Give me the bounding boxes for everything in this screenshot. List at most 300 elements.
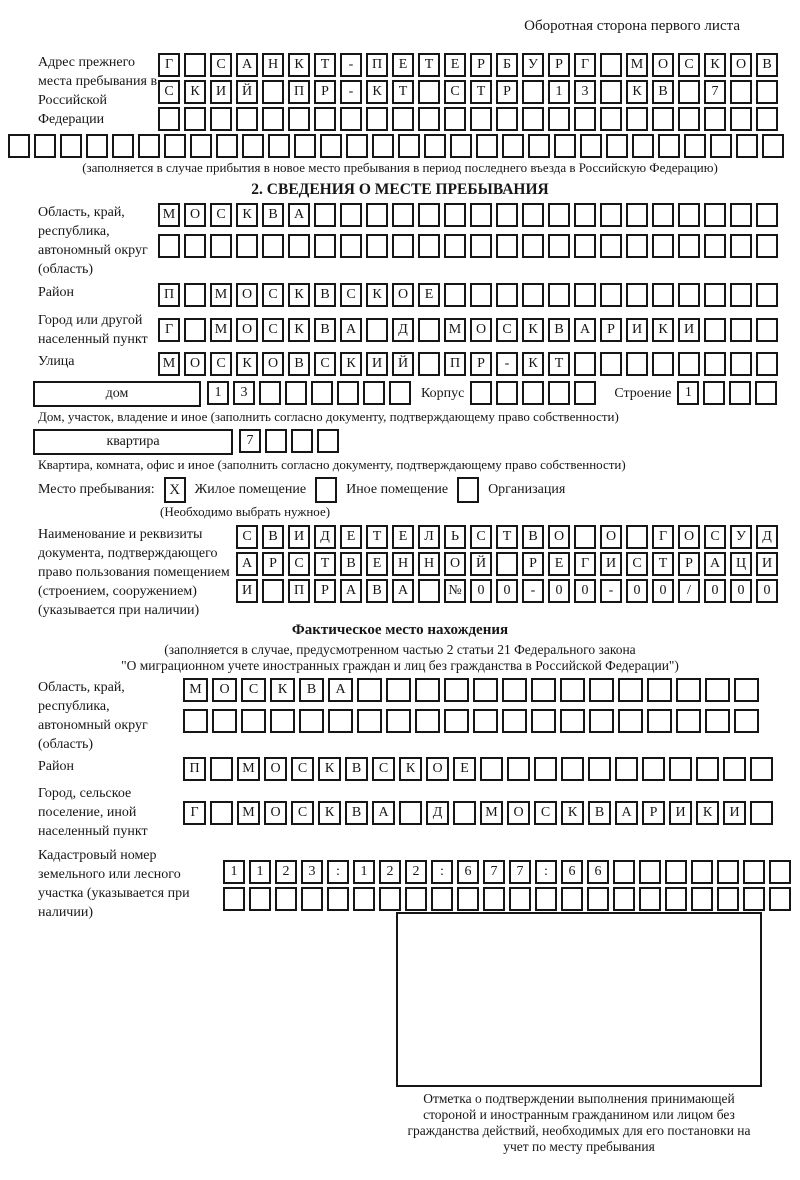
char-box[interactable] — [288, 234, 310, 258]
char-box[interactable]: Н — [418, 552, 440, 576]
char-box[interactable]: 7 — [509, 860, 531, 884]
char-box[interactable]: : — [327, 860, 349, 884]
char-box[interactable] — [534, 757, 557, 781]
char-box[interactable] — [678, 203, 700, 227]
char-box[interactable] — [210, 107, 232, 131]
char-box[interactable]: 0 — [548, 579, 570, 603]
char-box[interactable] — [632, 134, 654, 158]
char-box[interactable] — [730, 318, 752, 342]
char-box[interactable]: М — [237, 801, 260, 825]
char-box[interactable]: Б — [496, 53, 518, 77]
char-box[interactable] — [470, 107, 492, 131]
char-box[interactable]: - — [522, 579, 544, 603]
char-box[interactable]: К — [626, 80, 648, 104]
char-box[interactable]: В — [340, 552, 362, 576]
char-box[interactable] — [268, 134, 290, 158]
char-box[interactable] — [730, 203, 752, 227]
char-box[interactable]: С — [496, 318, 518, 342]
char-box[interactable] — [626, 525, 648, 549]
char-box[interactable]: Д — [426, 801, 449, 825]
char-box[interactable]: К — [270, 678, 295, 702]
char-box[interactable] — [665, 887, 687, 911]
char-box[interactable] — [340, 203, 362, 227]
char-box[interactable] — [626, 283, 648, 307]
char-box[interactable]: О — [548, 525, 570, 549]
char-box[interactable] — [696, 757, 719, 781]
char-box[interactable]: Р — [262, 552, 284, 576]
char-box[interactable]: - — [496, 352, 518, 376]
char-box[interactable] — [444, 678, 469, 702]
char-box[interactable] — [710, 134, 732, 158]
char-box[interactable]: Т — [314, 53, 336, 77]
char-box[interactable]: 0 — [704, 579, 726, 603]
char-box[interactable]: 7 — [483, 860, 505, 884]
char-box[interactable] — [678, 107, 700, 131]
char-box[interactable] — [642, 757, 665, 781]
char-box[interactable]: В — [522, 525, 544, 549]
checkbox-inoe[interactable] — [315, 477, 337, 503]
char-box[interactable] — [223, 887, 245, 911]
char-box[interactable]: А — [340, 579, 362, 603]
char-box[interactable] — [450, 134, 472, 158]
char-box[interactable] — [705, 678, 730, 702]
char-box[interactable]: И — [626, 318, 648, 342]
char-box[interactable]: У — [522, 53, 544, 77]
char-box[interactable]: М — [183, 678, 208, 702]
char-box[interactable]: 1 — [677, 381, 699, 405]
char-box[interactable]: 2 — [405, 860, 427, 884]
char-box[interactable] — [353, 887, 375, 911]
char-box[interactable] — [528, 134, 550, 158]
char-box[interactable]: П — [288, 80, 310, 104]
char-box[interactable]: Г — [574, 552, 596, 576]
char-box[interactable]: А — [392, 579, 414, 603]
char-box[interactable] — [548, 283, 570, 307]
char-box[interactable] — [398, 134, 420, 158]
char-box[interactable] — [366, 318, 388, 342]
char-box[interactable] — [729, 381, 751, 405]
char-box[interactable] — [618, 678, 643, 702]
char-box[interactable]: И — [210, 80, 232, 104]
char-box[interactable]: С — [262, 283, 284, 307]
char-box[interactable] — [676, 709, 701, 733]
char-box[interactable]: С — [291, 757, 314, 781]
char-box[interactable] — [328, 709, 353, 733]
char-box[interactable]: / — [678, 579, 700, 603]
char-box[interactable]: 0 — [574, 579, 596, 603]
char-box[interactable] — [444, 234, 466, 258]
char-box[interactable] — [86, 134, 108, 158]
char-box[interactable]: 0 — [470, 579, 492, 603]
char-box[interactable] — [418, 352, 440, 376]
char-box[interactable] — [703, 381, 725, 405]
char-box[interactable] — [756, 203, 778, 227]
char-box[interactable]: А — [288, 203, 310, 227]
char-box[interactable] — [626, 352, 648, 376]
char-box[interactable] — [756, 234, 778, 258]
char-box[interactable]: С — [534, 801, 557, 825]
char-box[interactable] — [734, 678, 759, 702]
char-box[interactable]: Т — [392, 80, 414, 104]
char-box[interactable] — [357, 709, 382, 733]
char-box[interactable]: С — [158, 80, 180, 104]
char-box[interactable]: К — [288, 318, 310, 342]
char-box[interactable]: 1 — [249, 860, 271, 884]
char-box[interactable]: 2 — [275, 860, 297, 884]
char-box[interactable] — [210, 801, 233, 825]
char-box[interactable]: К — [366, 283, 388, 307]
char-box[interactable] — [184, 107, 206, 131]
char-box[interactable] — [615, 757, 638, 781]
char-box[interactable] — [762, 134, 784, 158]
char-box[interactable] — [647, 709, 672, 733]
char-box[interactable]: К — [696, 801, 719, 825]
char-box[interactable]: О — [507, 801, 530, 825]
char-box[interactable]: О — [678, 525, 700, 549]
char-box[interactable]: Р — [522, 552, 544, 576]
char-box[interactable] — [522, 283, 544, 307]
char-box[interactable] — [366, 107, 388, 131]
char-box[interactable] — [314, 203, 336, 227]
char-box[interactable] — [580, 134, 602, 158]
char-box[interactable]: М — [237, 757, 260, 781]
char-box[interactable]: Е — [444, 53, 466, 77]
char-box[interactable]: Г — [574, 53, 596, 77]
char-box[interactable] — [480, 757, 503, 781]
char-box[interactable] — [730, 107, 752, 131]
char-box[interactable] — [389, 381, 411, 405]
char-box[interactable] — [723, 757, 746, 781]
char-box[interactable] — [158, 234, 180, 258]
char-box[interactable]: С — [340, 283, 362, 307]
char-box[interactable]: С — [210, 53, 232, 77]
char-box[interactable]: Т — [548, 352, 570, 376]
char-box[interactable]: А — [340, 318, 362, 342]
char-box[interactable]: А — [236, 552, 258, 576]
char-box[interactable] — [509, 887, 531, 911]
char-box[interactable]: 1 — [353, 860, 375, 884]
char-box[interactable]: С — [210, 203, 232, 227]
char-box[interactable] — [730, 352, 752, 376]
char-box[interactable] — [678, 352, 700, 376]
char-box[interactable] — [363, 381, 385, 405]
char-box[interactable] — [743, 860, 765, 884]
char-box[interactable]: 7 — [704, 80, 726, 104]
char-box[interactable] — [366, 234, 388, 258]
char-box[interactable] — [730, 80, 752, 104]
char-box[interactable]: В — [345, 757, 368, 781]
char-box[interactable]: Ц — [730, 552, 752, 576]
char-box[interactable] — [327, 887, 349, 911]
char-box[interactable]: С — [262, 318, 284, 342]
char-box[interactable]: М — [626, 53, 648, 77]
char-box[interactable]: Ь — [444, 525, 466, 549]
char-box[interactable]: М — [444, 318, 466, 342]
char-box[interactable] — [522, 381, 544, 405]
char-box[interactable] — [453, 801, 476, 825]
char-box[interactable]: К — [340, 352, 362, 376]
char-box[interactable] — [639, 887, 661, 911]
char-box[interactable] — [535, 887, 557, 911]
char-box[interactable]: № — [444, 579, 466, 603]
char-box[interactable] — [262, 80, 284, 104]
char-box[interactable] — [483, 887, 505, 911]
char-box[interactable] — [60, 134, 82, 158]
char-box[interactable]: 0 — [756, 579, 778, 603]
checkbox-organizatsiya[interactable] — [457, 477, 479, 503]
char-box[interactable] — [600, 283, 622, 307]
char-box[interactable] — [275, 887, 297, 911]
char-box[interactable] — [658, 134, 680, 158]
char-box[interactable] — [574, 234, 596, 258]
char-box[interactable]: 0 — [626, 579, 648, 603]
apartment-cell[interactable]: квартира — [33, 429, 233, 455]
char-box[interactable]: О — [600, 525, 622, 549]
char-box[interactable]: М — [480, 801, 503, 825]
char-box[interactable] — [574, 283, 596, 307]
char-box[interactable] — [476, 134, 498, 158]
char-box[interactable]: А — [615, 801, 638, 825]
char-box[interactable] — [652, 283, 674, 307]
char-box[interactable]: И — [756, 552, 778, 576]
char-box[interactable] — [531, 709, 556, 733]
char-box[interactable]: С — [236, 525, 258, 549]
char-box[interactable]: К — [561, 801, 584, 825]
char-box[interactable] — [502, 709, 527, 733]
char-box[interactable]: 6 — [561, 860, 583, 884]
char-box[interactable]: Е — [418, 283, 440, 307]
char-box[interactable]: С — [241, 678, 266, 702]
char-box[interactable] — [756, 318, 778, 342]
char-box[interactable]: Д — [314, 525, 336, 549]
char-box[interactable] — [138, 134, 160, 158]
char-box[interactable] — [496, 107, 518, 131]
char-box[interactable] — [340, 107, 362, 131]
char-box[interactable] — [678, 80, 700, 104]
char-box[interactable] — [262, 107, 284, 131]
char-box[interactable]: Й — [236, 80, 258, 104]
char-box[interactable]: 3 — [233, 381, 255, 405]
char-box[interactable]: А — [574, 318, 596, 342]
char-box[interactable] — [704, 352, 726, 376]
char-box[interactable] — [184, 283, 206, 307]
char-box[interactable]: К — [366, 80, 388, 104]
char-box[interactable]: Р — [678, 552, 700, 576]
char-box[interactable]: Е — [453, 757, 476, 781]
char-box[interactable] — [730, 283, 752, 307]
char-box[interactable]: Й — [470, 552, 492, 576]
char-box[interactable] — [418, 579, 440, 603]
char-box[interactable] — [415, 678, 440, 702]
char-box[interactable]: Е — [548, 552, 570, 576]
char-box[interactable] — [561, 887, 583, 911]
char-box[interactable]: И — [366, 352, 388, 376]
char-box[interactable]: Г — [158, 53, 180, 77]
char-box[interactable]: О — [444, 552, 466, 576]
char-box[interactable]: С — [314, 352, 336, 376]
char-box[interactable] — [470, 381, 492, 405]
char-box[interactable] — [560, 709, 585, 733]
char-box[interactable] — [470, 234, 492, 258]
char-box[interactable]: И — [236, 579, 258, 603]
char-box[interactable] — [756, 107, 778, 131]
char-box[interactable]: 0 — [730, 579, 752, 603]
char-box[interactable] — [392, 234, 414, 258]
char-box[interactable] — [301, 887, 323, 911]
char-box[interactable] — [613, 860, 635, 884]
char-box[interactable] — [288, 107, 310, 131]
char-box[interactable] — [665, 860, 687, 884]
char-box[interactable]: О — [470, 318, 492, 342]
char-box[interactable] — [756, 283, 778, 307]
char-box[interactable]: С — [470, 525, 492, 549]
char-box[interactable] — [386, 709, 411, 733]
char-box[interactable]: О — [184, 352, 206, 376]
char-box[interactable] — [372, 134, 394, 158]
char-box[interactable]: А — [236, 53, 258, 77]
char-box[interactable]: О — [264, 757, 287, 781]
char-box[interactable]: В — [299, 678, 324, 702]
char-box[interactable] — [311, 381, 333, 405]
char-box[interactable]: Т — [314, 552, 336, 576]
char-box[interactable]: В — [314, 318, 336, 342]
char-box[interactable] — [691, 887, 713, 911]
char-box[interactable]: К — [652, 318, 674, 342]
char-box[interactable] — [424, 134, 446, 158]
char-box[interactable] — [600, 352, 622, 376]
char-box[interactable] — [431, 887, 453, 911]
char-box[interactable] — [588, 757, 611, 781]
char-box[interactable] — [418, 234, 440, 258]
char-box[interactable]: С — [372, 757, 395, 781]
char-box[interactable]: Р — [314, 80, 336, 104]
char-box[interactable]: Д — [392, 318, 414, 342]
char-box[interactable]: О — [730, 53, 752, 77]
char-box[interactable]: К — [522, 318, 544, 342]
char-box[interactable] — [249, 887, 271, 911]
char-box[interactable]: 0 — [496, 579, 518, 603]
char-box[interactable]: К — [399, 757, 422, 781]
char-box[interactable] — [704, 318, 726, 342]
char-box[interactable]: В — [314, 283, 336, 307]
char-box[interactable]: - — [340, 53, 362, 77]
char-box[interactable] — [589, 678, 614, 702]
char-box[interactable]: В — [652, 80, 674, 104]
char-box[interactable] — [626, 234, 648, 258]
char-box[interactable]: А — [372, 801, 395, 825]
char-box[interactable]: 1 — [548, 80, 570, 104]
char-box[interactable] — [606, 134, 628, 158]
char-box[interactable] — [418, 318, 440, 342]
char-box[interactable] — [554, 134, 576, 158]
char-box[interactable] — [496, 283, 518, 307]
char-box[interactable] — [418, 203, 440, 227]
char-box[interactable]: К — [318, 801, 341, 825]
char-box[interactable]: Р — [548, 53, 570, 77]
char-box[interactable] — [626, 107, 648, 131]
char-box[interactable]: В — [588, 801, 611, 825]
char-box[interactable] — [379, 887, 401, 911]
char-box[interactable]: 1 — [223, 860, 245, 884]
char-box[interactable] — [574, 203, 596, 227]
char-box[interactable] — [652, 107, 674, 131]
char-box[interactable]: Е — [392, 53, 414, 77]
char-box[interactable]: Р — [642, 801, 665, 825]
char-box[interactable]: О — [236, 283, 258, 307]
char-box[interactable]: М — [158, 352, 180, 376]
char-box[interactable]: : — [535, 860, 557, 884]
char-box[interactable] — [184, 53, 206, 77]
char-box[interactable] — [691, 860, 713, 884]
char-box[interactable]: Т — [496, 525, 518, 549]
char-box[interactable]: Т — [470, 80, 492, 104]
char-box[interactable]: В — [548, 318, 570, 342]
char-box[interactable]: С — [626, 552, 648, 576]
char-box[interactable] — [522, 107, 544, 131]
char-box[interactable]: М — [210, 283, 232, 307]
char-box[interactable]: О — [426, 757, 449, 781]
char-box[interactable] — [285, 381, 307, 405]
char-box[interactable]: М — [210, 318, 232, 342]
char-box[interactable]: В — [366, 579, 388, 603]
char-box[interactable] — [444, 283, 466, 307]
char-box[interactable] — [392, 203, 414, 227]
char-box[interactable] — [210, 757, 233, 781]
char-box[interactable]: И — [288, 525, 310, 549]
char-box[interactable] — [236, 234, 258, 258]
char-box[interactable] — [164, 134, 186, 158]
char-box[interactable] — [210, 234, 232, 258]
char-box[interactable]: П — [183, 757, 206, 781]
char-box[interactable] — [314, 234, 336, 258]
char-box[interactable]: В — [262, 525, 284, 549]
char-box[interactable] — [574, 525, 596, 549]
char-box[interactable] — [317, 429, 339, 453]
char-box[interactable]: И — [678, 318, 700, 342]
char-box[interactable]: 6 — [457, 860, 479, 884]
char-box[interactable] — [548, 234, 570, 258]
char-box[interactable]: К — [522, 352, 544, 376]
char-box[interactable] — [320, 134, 342, 158]
char-box[interactable] — [600, 53, 622, 77]
char-box[interactable] — [259, 381, 281, 405]
char-box[interactable]: И — [723, 801, 746, 825]
char-box[interactable]: Р — [314, 579, 336, 603]
char-box[interactable] — [618, 709, 643, 733]
confirmation-mark-box[interactable] — [396, 912, 762, 1087]
char-box[interactable] — [734, 709, 759, 733]
char-box[interactable]: М — [158, 203, 180, 227]
char-box[interactable]: К — [184, 80, 206, 104]
char-box[interactable]: Д — [756, 525, 778, 549]
char-box[interactable]: : — [431, 860, 453, 884]
char-box[interactable] — [470, 283, 492, 307]
char-box[interactable] — [291, 429, 313, 453]
char-box[interactable] — [184, 318, 206, 342]
char-box[interactable] — [184, 234, 206, 258]
char-box[interactable] — [262, 579, 284, 603]
char-box[interactable]: К — [236, 352, 258, 376]
char-box[interactable] — [589, 709, 614, 733]
char-box[interactable]: П — [288, 579, 310, 603]
char-box[interactable] — [574, 381, 596, 405]
char-box[interactable]: Е — [392, 525, 414, 549]
char-box[interactable] — [405, 887, 427, 911]
char-box[interactable] — [212, 709, 237, 733]
char-box[interactable]: 6 — [587, 860, 609, 884]
char-box[interactable] — [496, 552, 518, 576]
char-box[interactable] — [265, 429, 287, 453]
